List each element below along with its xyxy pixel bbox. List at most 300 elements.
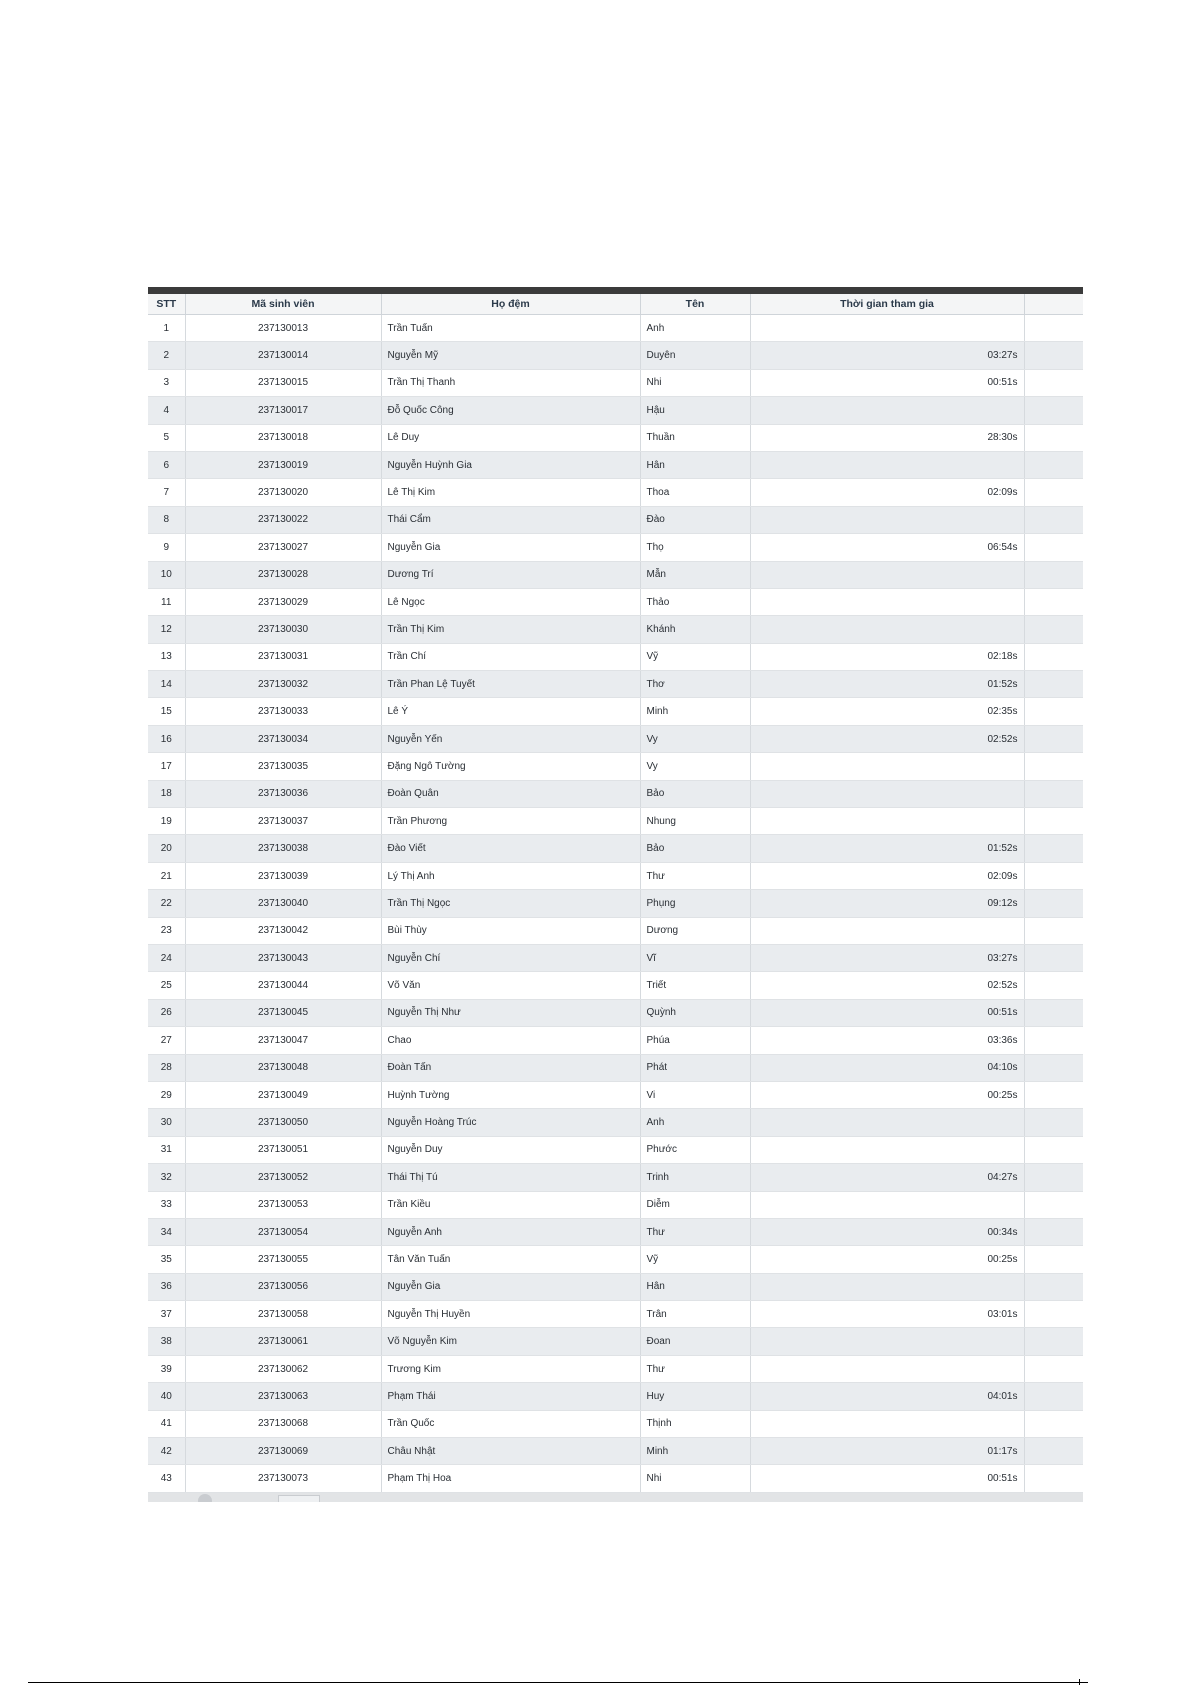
cell-join-time: 02:09s — [750, 479, 1024, 506]
cell-extra — [1024, 1027, 1083, 1054]
cell-extra — [1024, 424, 1083, 451]
cell-extra — [1024, 862, 1083, 889]
cell-join-time: 02:52s — [750, 725, 1024, 752]
cell-student-id: 237130034 — [185, 725, 381, 752]
cell-student-id: 237130054 — [185, 1218, 381, 1245]
cell-extra — [1024, 397, 1083, 424]
cell-student-id: 237130048 — [185, 1054, 381, 1081]
cell-extra — [1024, 643, 1083, 670]
cell-student-id: 237130069 — [185, 1438, 381, 1465]
table-row[interactable] — [148, 506, 1083, 533]
cell-first-name: Nhi — [640, 369, 750, 396]
cell-middle-name: Lê Ý — [381, 698, 640, 725]
table-row[interactable] — [148, 561, 1083, 588]
table-row[interactable] — [148, 753, 1083, 780]
cell-middle-name: Nguyễn Anh — [381, 1218, 640, 1245]
cell-student-id: 237130068 — [185, 1410, 381, 1437]
cell-stt: 32 — [148, 1164, 185, 1191]
cell-first-name: Thoa — [640, 479, 750, 506]
cell-extra — [1024, 972, 1083, 999]
table-row[interactable] — [148, 1383, 1083, 1410]
cell-stt: 26 — [148, 999, 185, 1026]
table-row[interactable] — [148, 534, 1083, 561]
cell-first-name: Vy — [640, 725, 750, 752]
table-row[interactable] — [148, 424, 1083, 451]
cell-student-id: 237130029 — [185, 588, 381, 615]
cell-join-time — [750, 451, 1024, 478]
cell-first-name: Vỹ — [640, 643, 750, 670]
cell-student-id: 237130027 — [185, 534, 381, 561]
table-row[interactable] — [148, 1136, 1083, 1163]
pager-bar — [148, 1493, 1083, 1502]
cell-student-id: 237130063 — [185, 1383, 381, 1410]
cell-extra — [1024, 1273, 1083, 1300]
table-row[interactable] — [148, 972, 1083, 999]
cell-middle-name: Lê Ngọc — [381, 588, 640, 615]
cell-stt: 1 — [148, 315, 185, 342]
cell-extra — [1024, 369, 1083, 396]
cell-extra — [1024, 451, 1083, 478]
cell-join-time: 04:01s — [750, 1383, 1024, 1410]
cell-middle-name: Lý Thị Anh — [381, 862, 640, 889]
cell-join-time — [750, 780, 1024, 807]
cell-stt: 22 — [148, 890, 185, 917]
cell-join-time — [750, 506, 1024, 533]
cell-join-time — [750, 808, 1024, 835]
table-row[interactable] — [148, 1328, 1083, 1355]
cell-middle-name: Trương Kim — [381, 1355, 640, 1382]
header-row — [148, 294, 1083, 315]
cell-student-id: 237130033 — [185, 698, 381, 725]
cell-student-id: 237130032 — [185, 671, 381, 698]
table-row[interactable] — [148, 890, 1083, 917]
cell-extra — [1024, 1465, 1083, 1492]
table-row[interactable] — [148, 1273, 1083, 1300]
cell-middle-name: Nguyễn Hoàng Trúc — [381, 1109, 640, 1136]
cell-student-id: 237130053 — [185, 1191, 381, 1218]
table-row[interactable] — [148, 780, 1083, 807]
cell-stt: 11 — [148, 588, 185, 615]
cell-student-id: 237130062 — [185, 1355, 381, 1382]
cell-student-id: 237130035 — [185, 753, 381, 780]
header-first-name[interactable]: Tên — [640, 294, 750, 315]
cell-join-time: 02:35s — [750, 698, 1024, 725]
cell-join-time: 02:52s — [750, 972, 1024, 999]
cell-join-time — [750, 397, 1024, 424]
table-row[interactable] — [148, 1246, 1083, 1273]
table-row[interactable] — [148, 1027, 1083, 1054]
cell-stt: 24 — [148, 944, 185, 971]
cell-extra — [1024, 342, 1083, 369]
table-row[interactable] — [148, 479, 1083, 506]
cell-middle-name: Đào Viết — [381, 835, 640, 862]
cell-middle-name: Tân Văn Tuấn — [381, 1246, 640, 1273]
cell-middle-name: Lê Duy — [381, 424, 640, 451]
cell-middle-name: Nguyễn Gia — [381, 1273, 640, 1300]
cell-first-name: Vỹ — [640, 1246, 750, 1273]
cell-middle-name: Trần Thị Kim — [381, 616, 640, 643]
cell-join-time — [750, 1191, 1024, 1218]
cell-join-time: 02:18s — [750, 643, 1024, 670]
cell-student-id: 237130052 — [185, 1164, 381, 1191]
cell-extra — [1024, 616, 1083, 643]
table-row[interactable] — [148, 725, 1083, 752]
cell-first-name: Nhi — [640, 1465, 750, 1492]
cell-middle-name: Chao — [381, 1027, 640, 1054]
cell-join-time — [750, 616, 1024, 643]
cell-middle-name: Phạm Thái — [381, 1383, 640, 1410]
cell-join-time: 01:52s — [750, 671, 1024, 698]
cell-stt: 37 — [148, 1301, 185, 1328]
cell-middle-name: Đoàn Quân — [381, 780, 640, 807]
table-row[interactable] — [148, 315, 1083, 342]
cell-stt: 6 — [148, 451, 185, 478]
cell-stt: 23 — [148, 917, 185, 944]
cell-first-name: Bảo — [640, 780, 750, 807]
cell-join-time — [750, 1355, 1024, 1382]
page-bottom-tick — [1079, 1679, 1080, 1685]
header-middle-name[interactable]: Họ đệm — [381, 294, 640, 315]
cell-first-name: Anh — [640, 1109, 750, 1136]
cell-extra — [1024, 561, 1083, 588]
cell-student-id: 237130073 — [185, 1465, 381, 1492]
cell-first-name: Triết — [640, 972, 750, 999]
cell-join-time: 00:51s — [750, 369, 1024, 396]
cell-extra — [1024, 999, 1083, 1026]
cell-first-name: Bảo — [640, 835, 750, 862]
cell-first-name: Quỳnh — [640, 999, 750, 1026]
cell-stt: 36 — [148, 1273, 185, 1300]
cell-stt: 7 — [148, 479, 185, 506]
cell-student-id: 237130020 — [185, 479, 381, 506]
table-row[interactable] — [148, 1438, 1083, 1465]
cell-student-id: 237130047 — [185, 1027, 381, 1054]
cell-join-time — [750, 588, 1024, 615]
cell-middle-name: Dương Trí — [381, 561, 640, 588]
cell-student-id: 237130014 — [185, 342, 381, 369]
cell-stt: 33 — [148, 1191, 185, 1218]
cell-stt: 13 — [148, 643, 185, 670]
cell-stt: 40 — [148, 1383, 185, 1410]
table-row[interactable] — [148, 588, 1083, 615]
cell-stt: 12 — [148, 616, 185, 643]
cell-first-name: Minh — [640, 698, 750, 725]
cell-middle-name: Võ Văn — [381, 972, 640, 999]
cell-stt: 8 — [148, 506, 185, 533]
cell-extra — [1024, 1328, 1083, 1355]
table-row[interactable] — [148, 643, 1083, 670]
attendance-table — [148, 294, 1083, 1493]
cell-first-name: Hậu — [640, 397, 750, 424]
cell-stt: 2 — [148, 342, 185, 369]
cell-middle-name: Huỳnh Tường — [381, 1081, 640, 1108]
cell-first-name: Trinh — [640, 1164, 750, 1191]
cell-middle-name: Đặng Ngô Tường — [381, 753, 640, 780]
cell-middle-name: Lê Thị Kim — [381, 479, 640, 506]
cell-stt: 34 — [148, 1218, 185, 1245]
cell-extra — [1024, 1081, 1083, 1108]
cell-first-name: Thư — [640, 1355, 750, 1382]
cell-extra — [1024, 808, 1083, 835]
cell-stt: 39 — [148, 1355, 185, 1382]
cell-first-name: Thịnh — [640, 1410, 750, 1437]
header-student-id[interactable]: Mã sinh viên — [185, 294, 381, 315]
cell-extra — [1024, 1136, 1083, 1163]
cell-middle-name: Thái Thị Tú — [381, 1164, 640, 1191]
table-row[interactable] — [148, 342, 1083, 369]
cell-middle-name: Trần Kiều — [381, 1191, 640, 1218]
cell-join-time — [750, 1109, 1024, 1136]
cell-stt: 28 — [148, 1054, 185, 1081]
cell-middle-name: Trần Phương — [381, 808, 640, 835]
cell-student-id: 237130050 — [185, 1109, 381, 1136]
table-row[interactable] — [148, 862, 1083, 889]
cell-first-name: Vi — [640, 1081, 750, 1108]
cell-join-time — [750, 1273, 1024, 1300]
cell-first-name: Đào — [640, 506, 750, 533]
cell-first-name: Thuần — [640, 424, 750, 451]
cell-middle-name: Nguyễn Thị Huyền — [381, 1301, 640, 1328]
cell-extra — [1024, 534, 1083, 561]
table-row[interactable] — [148, 1410, 1083, 1437]
table-row[interactable] — [148, 1465, 1083, 1492]
table-row[interactable] — [148, 1301, 1083, 1328]
cell-join-time: 09:12s — [750, 890, 1024, 917]
table-row[interactable] — [148, 397, 1083, 424]
cell-stt: 41 — [148, 1410, 185, 1437]
cell-extra — [1024, 1383, 1083, 1410]
cell-first-name: Minh — [640, 1438, 750, 1465]
table-row[interactable] — [148, 1191, 1083, 1218]
table-row[interactable] — [148, 917, 1083, 944]
cell-first-name: Phụng — [640, 890, 750, 917]
cell-middle-name: Đoàn Tấn — [381, 1054, 640, 1081]
cell-extra — [1024, 725, 1083, 752]
cell-join-time: 00:51s — [750, 999, 1024, 1026]
cell-first-name: Vy — [640, 753, 750, 780]
table-row[interactable] — [148, 451, 1083, 478]
cell-middle-name: Trần Thị Ngọc — [381, 890, 640, 917]
cell-student-id: 237130039 — [185, 862, 381, 889]
cell-middle-name: Nguyễn Duy — [381, 1136, 640, 1163]
cell-join-time: 00:34s — [750, 1218, 1024, 1245]
cell-stt: 21 — [148, 862, 185, 889]
cell-stt: 16 — [148, 725, 185, 752]
cell-student-id: 237130045 — [185, 999, 381, 1026]
cell-first-name: Phước — [640, 1136, 750, 1163]
cell-stt: 43 — [148, 1465, 185, 1492]
cell-stt: 20 — [148, 835, 185, 862]
table-row[interactable] — [148, 808, 1083, 835]
table-row[interactable] — [148, 1109, 1083, 1136]
cell-middle-name: Nguyễn Chí — [381, 944, 640, 971]
table-row[interactable] — [148, 1081, 1083, 1108]
cell-join-time — [750, 561, 1024, 588]
cell-extra — [1024, 1164, 1083, 1191]
cell-first-name: Trân — [640, 1301, 750, 1328]
cell-stt: 9 — [148, 534, 185, 561]
cell-first-name: Đoan — [640, 1328, 750, 1355]
cell-middle-name: Trần Tuấn — [381, 315, 640, 342]
table-row[interactable] — [148, 1054, 1083, 1081]
cell-join-time: 04:10s — [750, 1054, 1024, 1081]
cell-middle-name: Trần Phan Lệ Tuyết — [381, 671, 640, 698]
cell-student-id: 237130055 — [185, 1246, 381, 1273]
cell-stt: 31 — [148, 1136, 185, 1163]
cell-student-id: 237130056 — [185, 1273, 381, 1300]
table-row[interactable] — [148, 1355, 1083, 1382]
cell-middle-name: Đỗ Quốc Công — [381, 397, 640, 424]
table-row[interactable] — [148, 671, 1083, 698]
cell-extra — [1024, 835, 1083, 862]
cell-middle-name: Nguyễn Mỹ — [381, 342, 640, 369]
cell-first-name: Duyên — [640, 342, 750, 369]
table-row[interactable] — [148, 616, 1083, 643]
cell-extra — [1024, 1301, 1083, 1328]
cell-extra — [1024, 1355, 1083, 1382]
cell-join-time: 01:52s — [750, 835, 1024, 862]
cell-join-time — [750, 753, 1024, 780]
cell-join-time: 04:27s — [750, 1164, 1024, 1191]
cell-first-name: Phát — [640, 1054, 750, 1081]
cell-middle-name: Châu Nhật — [381, 1438, 640, 1465]
cell-join-time: 03:01s — [750, 1301, 1024, 1328]
cell-middle-name: Nguyễn Huỳnh Gia — [381, 451, 640, 478]
cell-join-time — [750, 315, 1024, 342]
cell-first-name: Mẫn — [640, 561, 750, 588]
cell-first-name: Hân — [640, 1273, 750, 1300]
cell-middle-name: Trần Chí — [381, 643, 640, 670]
table-row[interactable] — [148, 944, 1083, 971]
cell-join-time: 03:27s — [750, 944, 1024, 971]
cell-join-time — [750, 1328, 1024, 1355]
cell-student-id: 237130049 — [185, 1081, 381, 1108]
cell-student-id: 237130036 — [185, 780, 381, 807]
cell-extra — [1024, 1191, 1083, 1218]
cell-stt: 35 — [148, 1246, 185, 1273]
cell-student-id: 237130030 — [185, 616, 381, 643]
cell-student-id: 237130058 — [185, 1301, 381, 1328]
table-row[interactable] — [148, 698, 1083, 725]
cell-extra — [1024, 671, 1083, 698]
cell-extra — [1024, 1109, 1083, 1136]
cell-extra — [1024, 917, 1083, 944]
cell-student-id: 237130043 — [185, 944, 381, 971]
cell-first-name: Nhung — [640, 808, 750, 835]
cell-extra — [1024, 479, 1083, 506]
cell-middle-name: Phạm Thị Hoa — [381, 1465, 640, 1492]
cell-join-time: 03:36s — [750, 1027, 1024, 1054]
cell-student-id: 237130051 — [185, 1136, 381, 1163]
cell-student-id: 237130061 — [185, 1328, 381, 1355]
header-stt[interactable]: STT — [148, 294, 185, 315]
cell-stt: 4 — [148, 397, 185, 424]
cell-extra — [1024, 753, 1083, 780]
cell-first-name: Phúa — [640, 1027, 750, 1054]
cell-first-name: Thơ — [640, 671, 750, 698]
cell-student-id: 237130017 — [185, 397, 381, 424]
cell-first-name: Khánh — [640, 616, 750, 643]
cell-join-time — [750, 1136, 1024, 1163]
table-row[interactable] — [148, 369, 1083, 396]
cell-stt: 25 — [148, 972, 185, 999]
cell-middle-name: Nguyễn Thị Như — [381, 999, 640, 1026]
cell-student-id: 237130038 — [185, 835, 381, 862]
cell-student-id: 237130028 — [185, 561, 381, 588]
table-row[interactable] — [148, 1218, 1083, 1245]
cell-stt: 29 — [148, 1081, 185, 1108]
table-row[interactable] — [148, 999, 1083, 1026]
cell-join-time: 28:30s — [750, 424, 1024, 451]
table-row[interactable] — [148, 835, 1083, 862]
cell-first-name: Thảo — [640, 588, 750, 615]
cell-stt: 3 — [148, 369, 185, 396]
cell-extra — [1024, 1054, 1083, 1081]
table-row[interactable] — [148, 1164, 1083, 1191]
cell-join-time: 03:27s — [750, 342, 1024, 369]
cell-student-id: 237130037 — [185, 808, 381, 835]
cell-stt: 15 — [148, 698, 185, 725]
cell-middle-name: Trần Thị Thanh — [381, 369, 640, 396]
cell-extra — [1024, 780, 1083, 807]
cell-stt: 5 — [148, 424, 185, 451]
cell-join-time: 06:54s — [750, 534, 1024, 561]
cell-middle-name: Thái Cẩm — [381, 506, 640, 533]
cell-stt: 27 — [148, 1027, 185, 1054]
page-indicator-icon[interactable] — [198, 1494, 212, 1502]
cell-join-time: 01:17s — [750, 1438, 1024, 1465]
page-size-select[interactable] — [278, 1495, 320, 1502]
cell-student-id: 237130044 — [185, 972, 381, 999]
header-extra — [1024, 294, 1083, 315]
cell-first-name: Huy — [640, 1383, 750, 1410]
cell-extra — [1024, 890, 1083, 917]
cell-extra — [1024, 1410, 1083, 1437]
cell-student-id: 237130022 — [185, 506, 381, 533]
cell-first-name: Dương — [640, 917, 750, 944]
cell-stt: 38 — [148, 1328, 185, 1355]
cell-first-name: Thư — [640, 862, 750, 889]
cell-student-id: 237130031 — [185, 643, 381, 670]
cell-student-id: 237130042 — [185, 917, 381, 944]
cell-student-id: 237130019 — [185, 451, 381, 478]
cell-first-name: Thọ — [640, 534, 750, 561]
cell-middle-name: Nguyễn Yến — [381, 725, 640, 752]
cell-extra — [1024, 1218, 1083, 1245]
header-join-time[interactable]: Thời gian tham gia — [750, 294, 1024, 315]
cell-student-id: 237130040 — [185, 890, 381, 917]
cell-extra — [1024, 944, 1083, 971]
page-bottom-rule — [28, 1682, 1088, 1683]
cell-first-name: Hân — [640, 451, 750, 478]
cell-stt: 42 — [148, 1438, 185, 1465]
cell-middle-name: Trần Quốc — [381, 1410, 640, 1437]
cell-middle-name: Bùi Thùy — [381, 917, 640, 944]
cell-first-name: Anh — [640, 315, 750, 342]
cell-first-name: Vĩ — [640, 944, 750, 971]
cell-extra — [1024, 698, 1083, 725]
cell-stt: 19 — [148, 808, 185, 835]
cell-student-id: 237130018 — [185, 424, 381, 451]
cell-stt: 17 — [148, 753, 185, 780]
cell-join-time — [750, 1410, 1024, 1437]
cell-stt: 14 — [148, 671, 185, 698]
cell-extra — [1024, 506, 1083, 533]
cell-stt: 30 — [148, 1109, 185, 1136]
cell-join-time: 00:51s — [750, 1465, 1024, 1492]
cell-join-time: 00:25s — [750, 1246, 1024, 1273]
cell-join-time: 00:25s — [750, 1081, 1024, 1108]
